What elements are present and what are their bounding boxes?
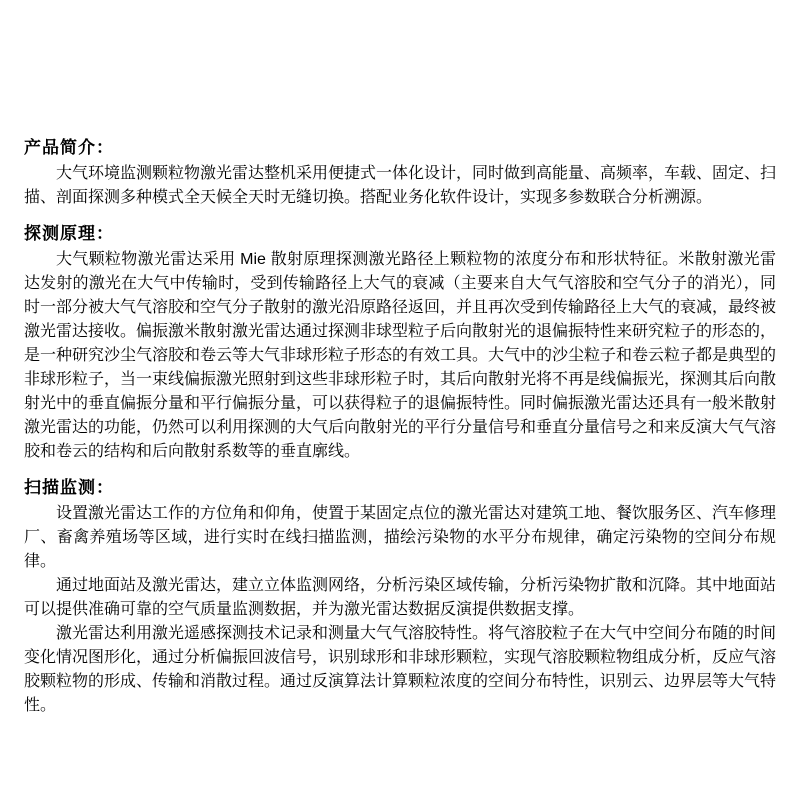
section-heading-scan-monitoring: 扫描监测：	[24, 478, 114, 497]
section-heading-detection-principle: 探测原理：	[24, 224, 114, 243]
paragraph-scan-monitoring-2: 通过地面站及激光雷达，建立立体监测网络，分析污染区域传输，分析污染物扩散和沉降。其中地面站可以提供准确可靠的空气质量监测数据，并为激光雷达数据反演提供数据支撑。	[24, 577, 777, 618]
section-product-intro	[24, 136, 776, 210]
section-detection-principle	[24, 222, 776, 464]
section-heading-product-intro: 产品简介：	[24, 138, 114, 157]
paragraph-scan-monitoring-1: 设置激光雷达工作的方位角和仰角，使置于某固定点位的激光雷达对建筑工地、餐饮服务区、汽车修理厂、畜禽养殖场等区域，进行实时在线扫描监测，描绘污染物的水平分布规律，确定污染物的空间分布规律。	[24, 505, 777, 570]
section-scan-monitoring	[24, 476, 776, 718]
paragraph-product-intro: 大气环境监测颗粒物激光雷达整机采用便捷式一体化设计，同时做到高能量、高频率，车载、固定、扫描、剖面探测多种模式全天候全天时无缝切换。搭配业务化软件设计，实现多参数联合分析溯源。	[24, 165, 777, 206]
paragraph-detection-principle: 大气颗粒物激光雷达采用 Mie 散射原理探测激光路径上颗粒物的浓度分布和形状特征。米散射激光雷达发射的激光在大气中传输时，受到传输路径上大气的衰减（主要来自大气气溶胶和空气分子的消光），同时一部分被大气气溶胶和空气分子散射的激光沿原路径返回，并且再次受到传输路径上大气的衰减，最终被激光雷达接收。偏振激米散射激光雷达通过探测非球型粒子后向散射光的退偏振特性来研究粒子的形态的，是一种研究沙尘气溶胶和卷云等大气非球形粒子形态的有效工具。大气中的沙尘粒子和卷云粒子都是典型的非球形粒子，当一束线偏振激光照射到这些非球形粒子时，其后向散射光将不再是线偏振光，探测其后向散射光中的垂直偏振分量和平行偏振分量，可以获得粒子的退偏振特性。同时偏振激光雷达还具有一般米散射激光雷达的功能，仍然可以利用探测的大气后向散射光的平行分量信号和垂直分量信号之和来反演大气气溶胶和卷云的结构和后向散射系数等的垂直廓线。	[24, 251, 777, 460]
paragraph-scan-monitoring-3: 激光雷达利用激光遥感探测技术记录和测量大气气溶胶特性。将气溶胶粒子在大气中空间分布随的时间变化情况图形化，通过分析偏振回波信号，识别球形和非球形颗粒，实现气溶胶颗粒物组成分析，反应气溶胶颗粒物的形成、传输和消散过程。通过反演算法计算颗粒浓度的空间分布特性，识别云、边界层等大气特性。	[24, 625, 777, 714]
